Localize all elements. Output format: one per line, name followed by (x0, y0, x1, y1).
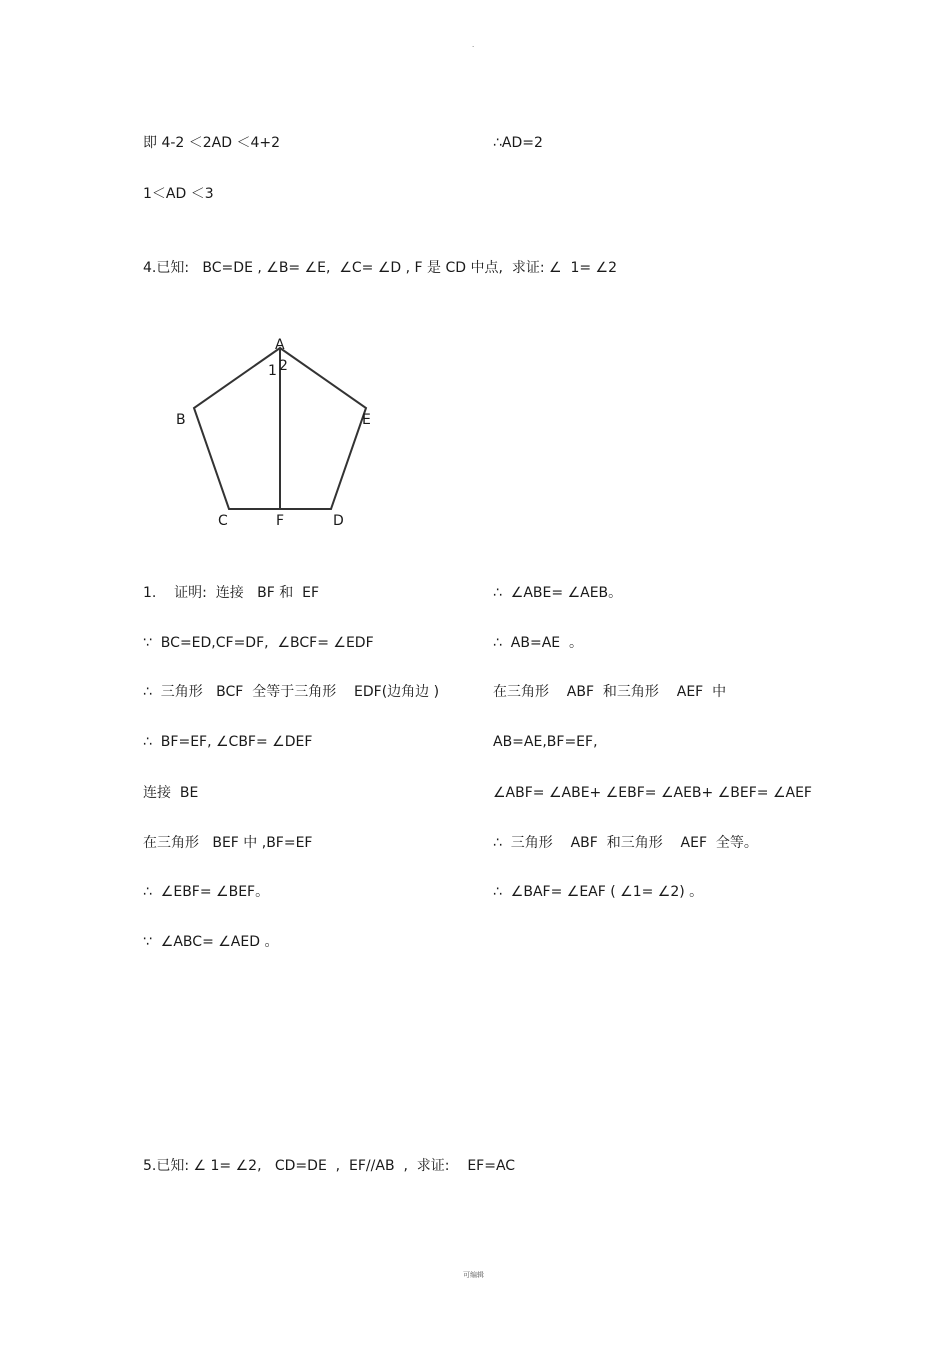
pentagon-figure (0, 0, 950, 560)
proof-right-line-6: ∴ 三角形 ABF 和三角形 AEF 全等。 (493, 835, 758, 851)
label-1: 1 (268, 363, 277, 379)
proof-right-line-3: 在三角形 ABF 和三角形 AEF 中 (493, 684, 727, 700)
label-E: E (362, 412, 371, 428)
label-B: B (176, 412, 186, 428)
proof-left-line-6: 在三角形 BEF 中 ,BF=EF (143, 835, 313, 851)
top-line2: 1＜AD ＜3 (143, 186, 214, 202)
proof-right-line-7: ∴ ∠BAF= ∠EAF ( ∠1= ∠2) 。 (493, 884, 704, 900)
top-line1-left: 即 4-2 ＜2AD ＜4+2 (143, 135, 281, 151)
proof-left-line-7: ∴ ∠EBF= ∠BEF。 (143, 884, 270, 900)
proof-left-line-2: ∵ BC=ED,CF=DF, ∠BCF= ∠EDF (143, 635, 374, 651)
label-2: 2 (279, 358, 288, 374)
header-mark: . (472, 41, 475, 49)
proof-right-line-5: ∠ABF= ∠ABE+ ∠EBF= ∠AEB+ ∠BEF= ∠AEF (493, 785, 812, 801)
problem4-statement: 4.已知: BC=DE , ∠B= ∠E, ∠C= ∠D , F 是 CD 中点, 求证: ∠ 1= ∠2 (143, 260, 618, 276)
top-line1-right: ∴AD=2 (493, 135, 543, 151)
label-F: F (276, 513, 285, 529)
proof-right-line-4: AB=AE,BF=EF, (493, 734, 598, 750)
problem5-statement: 5.已知: ∠ 1= ∠2, CD=DE , EF//AB , 求证: EF=AC (143, 1158, 516, 1174)
proof-left-line-8: ∵ ∠ABC= ∠AED 。 (143, 934, 279, 950)
label-A: A (275, 337, 285, 353)
proof-left-line-3: ∴ 三角形 BCF 全等于三角形 EDF(边角边 ) (143, 684, 440, 700)
label-D: D (333, 513, 344, 529)
label-C: C (218, 513, 228, 529)
proof-right-line-1: ∴ ∠ABE= ∠AEB。 (493, 585, 623, 601)
proof-left-line-5: 连接 BE (143, 785, 199, 801)
proof-left-line-4: ∴ BF=EF, ∠CBF= ∠DEF (143, 734, 313, 750)
footer-label: 可编辑 (463, 1271, 484, 1279)
proof-right-line-2: ∴ AB=AE 。 (493, 635, 584, 651)
proof-left-line-1: 1. 证明: 连接 BF 和 EF (143, 585, 320, 601)
